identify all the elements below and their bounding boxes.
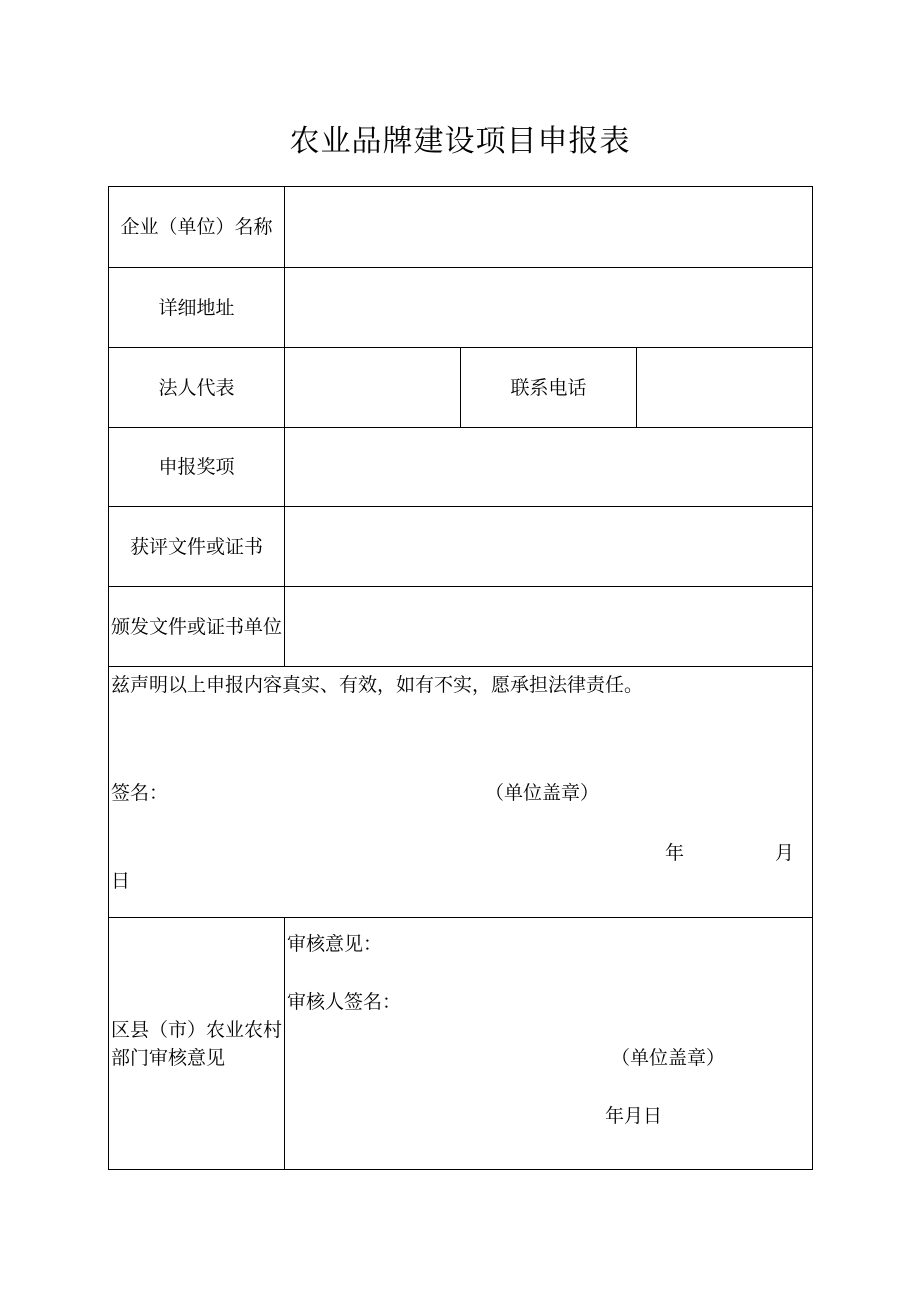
phone-field[interactable] (637, 348, 813, 428)
row-review (109, 918, 813, 1170)
application-form-table (108, 186, 813, 1170)
review-cell[interactable] (285, 918, 813, 1170)
month-label: 月 (775, 842, 795, 864)
row-company-name (109, 187, 813, 268)
company-name-label: 企业（单位）名称 (109, 187, 285, 268)
award-doc-field[interactable] (285, 507, 813, 587)
row-issuer (109, 587, 813, 667)
year-label: 年 (665, 842, 685, 864)
day-label: 日 (111, 870, 131, 892)
legal-rep-label: 法人代表 (109, 348, 285, 428)
reviewer-signature-label: 审核人签名： (287, 991, 402, 1013)
legal-rep-field[interactable] (285, 348, 461, 428)
award-field[interactable] (285, 428, 813, 507)
address-field[interactable] (285, 268, 813, 348)
award-doc-label: 获评文件或证书 (109, 507, 285, 587)
review-date-label: 年月日 (605, 1105, 663, 1127)
signature-label: 签名： (111, 782, 169, 804)
row-address (109, 268, 813, 348)
row-declaration (109, 667, 813, 918)
row-award (109, 428, 813, 507)
issuer-field[interactable] (285, 587, 813, 667)
row-award-doc (109, 507, 813, 587)
unit-seal-label: （单位盖章） (485, 782, 600, 804)
declaration-cell[interactable] (109, 667, 813, 918)
award-label: 申报奖项 (109, 428, 285, 507)
review-department-label: 区县（市）农业农村部门审核意见 (109, 918, 285, 1170)
declaration-statement: 兹声明以上申报内容真实、有效，如有不实，愿承担法律责任。 (111, 674, 644, 696)
page-title: 农业品牌建设项目申报表 (289, 124, 631, 159)
review-seal-label: （单位盖章） (611, 1047, 726, 1069)
company-name-field[interactable] (285, 187, 813, 268)
review-opinion-label: 审核意见： (287, 933, 383, 955)
issuer-label: 颁发文件或证书单位 (109, 587, 285, 667)
address-label: 详细地址 (109, 268, 285, 348)
row-legal-rep (109, 348, 813, 428)
phone-label: 联系电话 (461, 348, 637, 428)
